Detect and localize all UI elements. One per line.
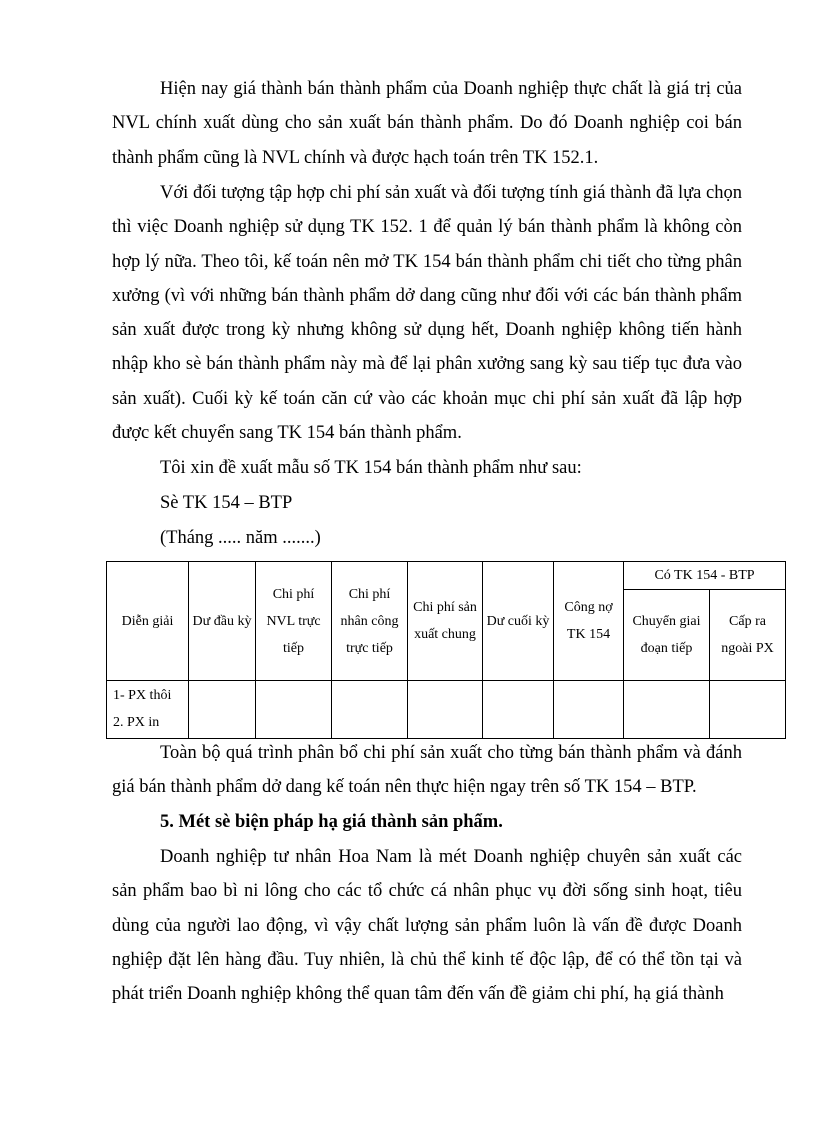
row-label-px-thoi: 1- PX thôi xyxy=(113,688,172,703)
cell-du-dau-ky xyxy=(189,681,256,739)
cell-cp-nvl xyxy=(256,681,332,739)
header-du-cuoi-ky: Dư cuối kỳ xyxy=(483,562,554,681)
ledger-period: (Tháng ..... năm .......) xyxy=(160,528,321,548)
header-cong-no: Công nợ TK 154 xyxy=(554,562,624,681)
header-chuyen-giai-doan: Chuyển giai đoạn tiếp xyxy=(624,590,710,681)
cell-cong-no xyxy=(554,681,624,739)
header-dien-giai: Diễn giải xyxy=(107,562,189,681)
cell-cp-nhan-cong xyxy=(332,681,408,739)
cell-cp-sxc xyxy=(408,681,483,739)
paragraph-allocation: Toàn bộ quá trình phân bổ chi phí sản xuất cho từng bán thành phẩm và đánh giá bán thành phẩm dở dang kế toán nên thực hiện ngay trên số TK 154 – BTP. xyxy=(112,743,742,798)
paragraph-semi-product-cost: Hiện nay giá thành bán thành phẩm của Doanh nghiệp thực chất là giá trị của NVL chính xuất dùng cho sản xuất bán thành phẩm. Do đó Doanh nghiệp coi bán thành phẩm cũng là NVL chính và được hạch toán trên TK 152.1. xyxy=(112,79,742,168)
header-du-dau-ky: Dư đầu kỳ xyxy=(189,562,256,681)
paragraph-template-intro: Tôi xin đề xuất mẫu số TK 154 bán thành phẩm như sau: xyxy=(160,458,582,478)
cell-cap-ra xyxy=(710,681,786,739)
table-row xyxy=(107,681,786,739)
paragraph-company-intro: Doanh nghiệp tư nhân Hoa Nam là mét Doanh nghiệp chuyên sản xuất các sản phẩm bao bì ni lông cho các tổ chức cá nhân phục vụ đời sống sinh hoạt, tiêu dùng của người lao động, vì vậy chất lượng sản phẩm luôn là vấn đề được Doanh nghiệp đặt lên hàng đầu. Tuy nhiên, là chủ thể kinh tế độc lập, để có thể tồn tại và phát triển Doanh nghiệp không thể quan tâm đến vấn đề giảm chi phí, hạ giá thành xyxy=(112,847,742,1005)
cell-chuyen-giai-doan xyxy=(624,681,710,739)
header-cp-nvl: Chi phí NVL trực tiếp xyxy=(256,562,332,681)
section-heading: 5. Mét sè biện pháp hạ giá thành sản phẩm. xyxy=(160,812,503,832)
header-cp-sxc: Chi phí sản xuất chung xyxy=(408,562,483,681)
ledger-title: Sè TK 154 – BTP xyxy=(160,493,293,513)
header-co-group: Có TK 154 - BTP xyxy=(624,562,786,590)
paragraph-account-proposal: Với đối tượng tập hợp chi phí sản xuất và đối tượng tính giá thành đã lựa chọn thì việc Doanh nghiệp sử dụng TK 152. 1 để quản lý bán thành phẩm là không còn hợp lý nữa. Theo tôi, kế toán nên mở TK 154 bán thành phẩm chi tiết cho từng phân xưởng (vì với những bán thành phẩm dở dang cũng như đối với các bán thành phẩm sản xuất được trong kỳ nhưng không sử dụng hết, Doanh nghiệp không tiến hành nhập kho sè bán thành phẩm này mà để lại phân xưởng sang kỳ sau tiếp tục đưa vào sản xuất). Cuối kỳ kế toán căn cứ vào các khoản mục chi phí sản xuất đã lập hợp được kết chuyển sang TK 154 bán thành phẩm. xyxy=(112,183,742,444)
cell-du-cuoi-ky xyxy=(483,681,554,739)
row-label-cell xyxy=(107,681,189,739)
header-cap-ra: Cấp ra ngoài PX xyxy=(710,590,786,681)
header-cp-nhan-cong: Chi phí nhân công trực tiếp xyxy=(332,562,408,681)
row-label-px-in: 2. PX in xyxy=(113,715,160,730)
ledger-table xyxy=(106,561,786,739)
